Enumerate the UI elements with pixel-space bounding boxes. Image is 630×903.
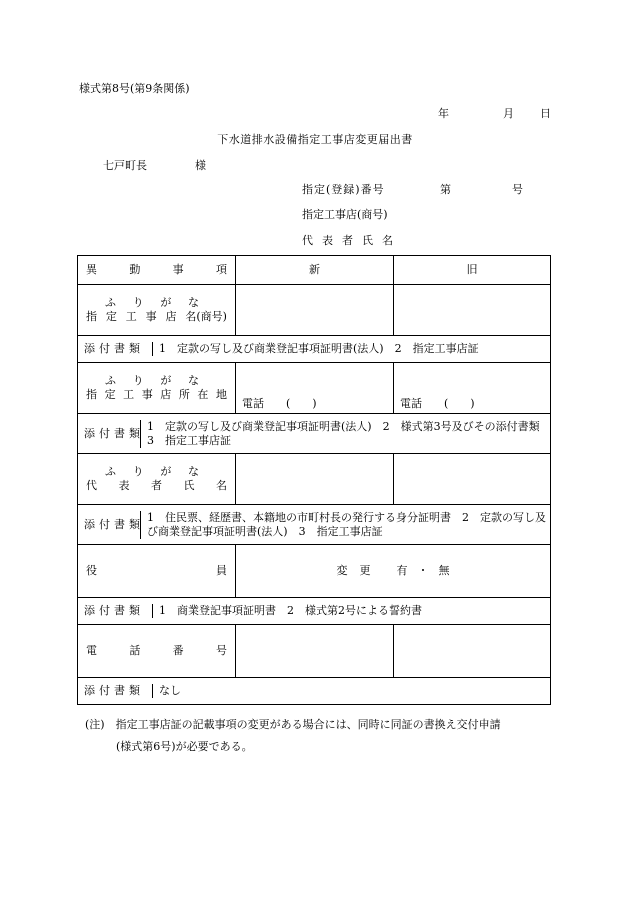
representative-old[interactable] — [394, 454, 551, 505]
note-line-2: (様式第6号)が必要である。 — [116, 740, 253, 753]
year-label: 年 — [438, 107, 449, 120]
officer-attach-row — [78, 598, 551, 625]
change-no[interactable]: 無 — [438, 564, 450, 577]
telephone-row — [78, 625, 551, 678]
telephone-old[interactable] — [394, 625, 551, 678]
attach-label: 添 付 書 類 — [84, 426, 140, 440]
change-separator: ・ — [417, 564, 429, 577]
note-line-1: (注) 指定工事店証の記載事項の変更がある場合には、同時に同証の書換え交付申請 — [85, 718, 501, 731]
document-title: 下水道排水設備指定工事店変更届出書 — [217, 133, 413, 146]
attach-label: 添 付 書 類 — [84, 684, 140, 697]
officer-label-cell — [78, 545, 236, 598]
furigana-label: ふ り が な — [105, 465, 199, 478]
phone-old: 電話 ( ) — [400, 397, 475, 410]
day-label: 日 — [540, 107, 551, 120]
telephone-attach-text: なし — [159, 684, 181, 697]
address-row — [78, 363, 551, 414]
representative-row — [78, 454, 551, 505]
registration-number-label: 指定(登録)番号 — [302, 183, 385, 196]
change-table — [77, 255, 551, 705]
telephone-attach-row — [78, 678, 551, 705]
addressee — [103, 159, 206, 173]
address-old[interactable] — [394, 363, 551, 414]
change-label: 変更 — [336, 564, 383, 577]
address-label-cell — [78, 363, 236, 414]
representative-name-label: 代 表 者 氏 名 — [86, 479, 227, 492]
company-name-row — [78, 285, 551, 336]
header-new: 新 — [236, 256, 394, 285]
attach-label: 添 付 書 類 — [84, 342, 140, 355]
officer-label: 役 員 — [86, 564, 227, 577]
telephone-label: 電 話 番 号 — [86, 644, 227, 657]
change-yes[interactable]: 有 — [396, 564, 408, 577]
furigana-label: ふ り が な — [105, 374, 199, 387]
address-label: 指 定 工 事 店 所 在 地 — [86, 388, 227, 401]
phone-new: 電話 ( ) — [242, 397, 317, 410]
registration-number-row — [302, 183, 523, 197]
table-header-row — [78, 256, 551, 285]
company-name-new[interactable] — [236, 285, 394, 336]
month-label: 月 — [503, 107, 514, 120]
representative-new[interactable] — [236, 454, 394, 505]
header-old: 旧 — [394, 256, 551, 285]
furigana-label: ふ り が な — [105, 296, 199, 309]
address-attach-text: 1 定款の写し及び商業登記事項証明書(法人) 2 様式第3号及びその添付書類 3 指定工事店証 — [147, 419, 551, 447]
telephone-label-cell — [78, 625, 236, 678]
telephone-new[interactable] — [236, 625, 394, 678]
representative-label: 代表者氏名 — [302, 234, 402, 247]
date-line — [438, 107, 551, 121]
company-name-label-cell — [78, 285, 236, 336]
officer-row — [78, 545, 551, 598]
officer-attach-text: 1 商業登記事項証明書 2 様式第2号による誓約書 — [159, 604, 422, 617]
company-label: 指定工事店(商号) — [302, 208, 388, 221]
attach-label: 添 付 書 類 — [84, 604, 140, 617]
address-attach-row — [78, 414, 551, 454]
address-new[interactable] — [236, 363, 394, 414]
representative-attach-text: 1 住民票、経歴書、本籍地の市町村長の発行する身分証明書 2 定款の写し及び商業登記事項証明書(法人) 3 指定工事店証 — [147, 510, 546, 538]
addressee-name: 七戸町長 — [103, 159, 147, 172]
registration-number-prefix: 第 — [440, 183, 451, 196]
form-number: 様式第8号(第9条関係) — [79, 82, 190, 95]
officer-change — [236, 545, 551, 598]
company-name-label: 指 定 工 事 店 名(商号) — [86, 310, 227, 323]
representative-attach-row — [78, 505, 551, 545]
company-name-old[interactable] — [394, 285, 551, 336]
company-attach-text: 1 定款の写し及び商業登記事項証明書(法人) 2 指定工事店証 — [159, 342, 479, 355]
registration-number-suffix: 号 — [512, 183, 523, 196]
header-item: 異 動 事 項 — [86, 263, 227, 276]
representative-label-cell — [78, 454, 236, 505]
addressee-suffix: 様 — [195, 159, 206, 172]
header-item-cell — [78, 256, 236, 285]
company-attach-row — [78, 336, 551, 363]
attach-label: 添 付 書 類 — [84, 517, 140, 531]
